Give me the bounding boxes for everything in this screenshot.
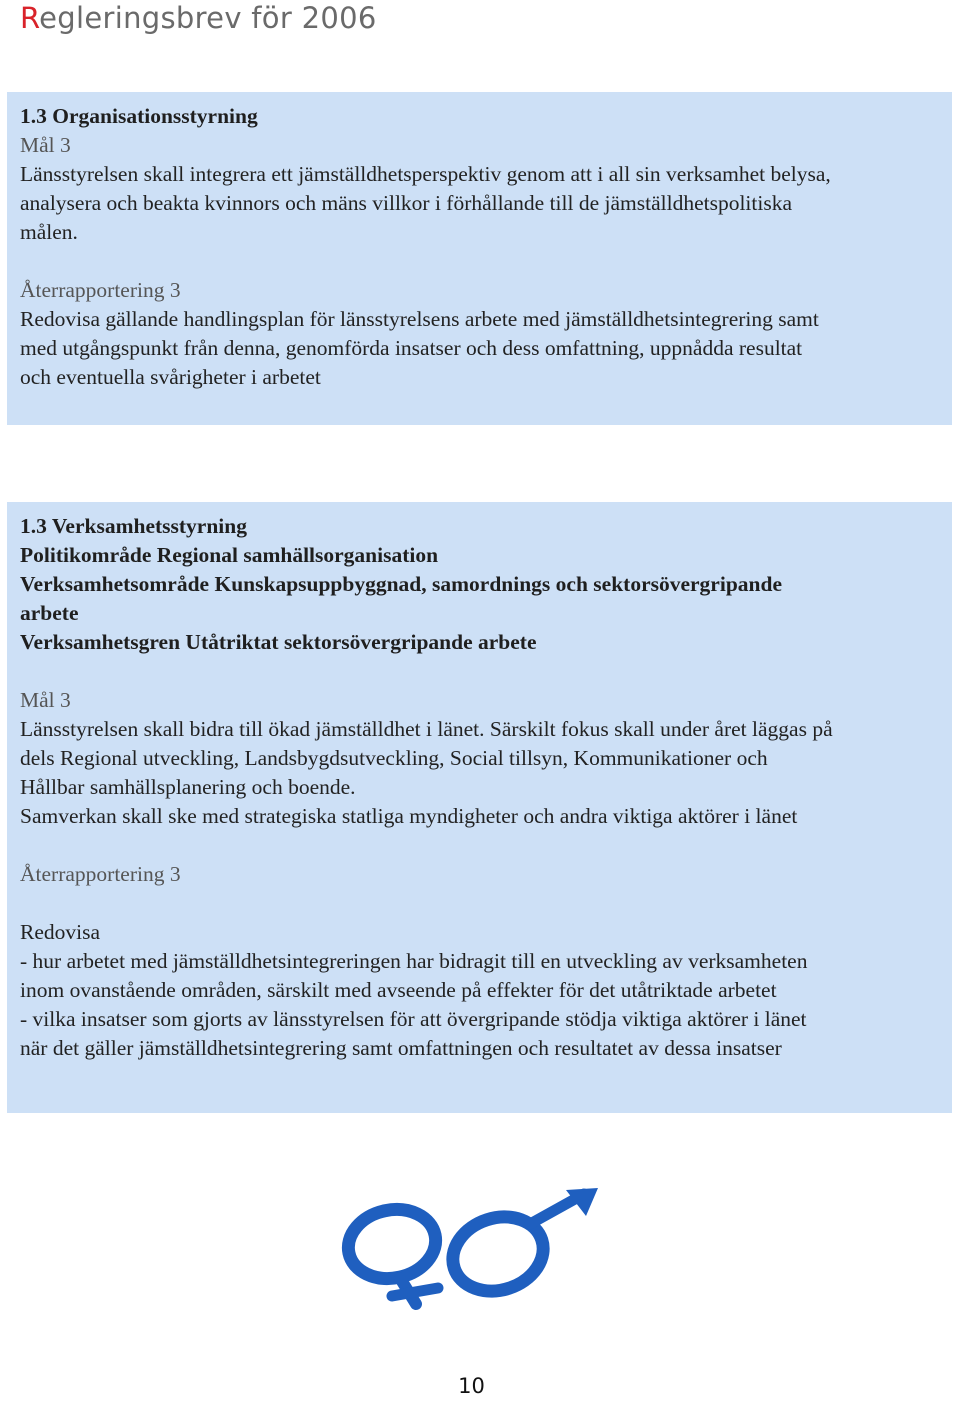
report-text-line: - vilka insatser som gjorts av länsstyrelsen för att övergripande stödja viktiga aktörer i länet <box>20 1007 807 1031</box>
report-text-line: - hur arbetet med jämställdhetsintegreringen har bidragit till en utveckling av verksamheten <box>20 949 808 973</box>
goal-text-line: Hållbar samhällsplanering och boende. <box>20 775 356 799</box>
report-text-line: med utgångspunkt från denna, genomförda insatser och dess omfattning, uppnådda resultat <box>20 336 803 360</box>
verksamhetsstyrning-panel <box>7 502 952 1113</box>
spacer <box>20 831 938 860</box>
document-title <box>20 0 377 36</box>
goal-text-line: Länsstyrelsen skall bidra till ökad jämställdhet i länet. Särskilt fokus skall under året läggas på <box>20 717 833 741</box>
report-text-line: inom ovanstående områden, särskilt med avseende på effekter för det utåtriktade arbetet <box>20 978 777 1002</box>
activity-area-heading-cont: arbete <box>20 601 79 625</box>
goal-label: Mål 3 <box>20 133 71 157</box>
report-text-line: Redovisa gällande handlingsplan för länsstyrelsens arbete med jämställdhetsintegrering samt <box>20 307 819 331</box>
spacer <box>20 657 938 686</box>
female-male-symbols-icon <box>330 1180 610 1320</box>
activity-area-heading: Verksamhetsområde Kunskapsuppbyggnad, samordnings och sektorsövergripande <box>20 572 782 596</box>
spacer <box>20 889 938 918</box>
goal-text-line: dels Regional utveckling, Landsbygdsutveckling, Social tillsyn, Kommunikationer och <box>20 746 768 770</box>
section-heading: 1.3 Verksamhetsstyrning <box>20 514 247 538</box>
goal-text-line: analysera och beakta kvinnors och mäns villkor i förhållande till de jämställdhetspolitiska <box>20 191 793 215</box>
document-title-rest: egleringsbrev för 2006 <box>39 1 377 35</box>
spacer <box>20 247 938 276</box>
goal-text-line: Länsstyrelsen skall integrera ett jämställdhetsperspektiv genom att i all sin verksamhet belysa, <box>20 162 831 186</box>
document-title-initial: R <box>20 1 40 35</box>
goal-text-line: målen. <box>20 220 78 244</box>
activity-branch-heading: Verksamhetsgren Utåtriktat sektorsövergripande arbete <box>20 630 537 654</box>
report-label: Återrapportering 3 <box>20 862 181 886</box>
report-text-line: och eventuella svårigheter i arbetet <box>20 365 321 389</box>
report-text-line: när det gäller jämställdhetsintegrering samt omfattningen och resultatet av dessa insatser <box>20 1036 782 1060</box>
page-number: 10 <box>458 1374 485 1398</box>
goal-text-line: Samverkan skall ske med strategiska statliga myndigheter och andra viktiga aktörer i länet <box>20 804 798 828</box>
organisationsstyrning-panel <box>7 92 952 425</box>
goal-label: Mål 3 <box>20 688 71 712</box>
report-intro: Redovisa <box>20 920 101 944</box>
section-heading: 1.3 Organisationsstyrning <box>20 104 258 128</box>
policy-area-heading: Politikområde Regional samhällsorganisation <box>20 543 439 567</box>
report-label: Återrapportering 3 <box>20 278 181 302</box>
